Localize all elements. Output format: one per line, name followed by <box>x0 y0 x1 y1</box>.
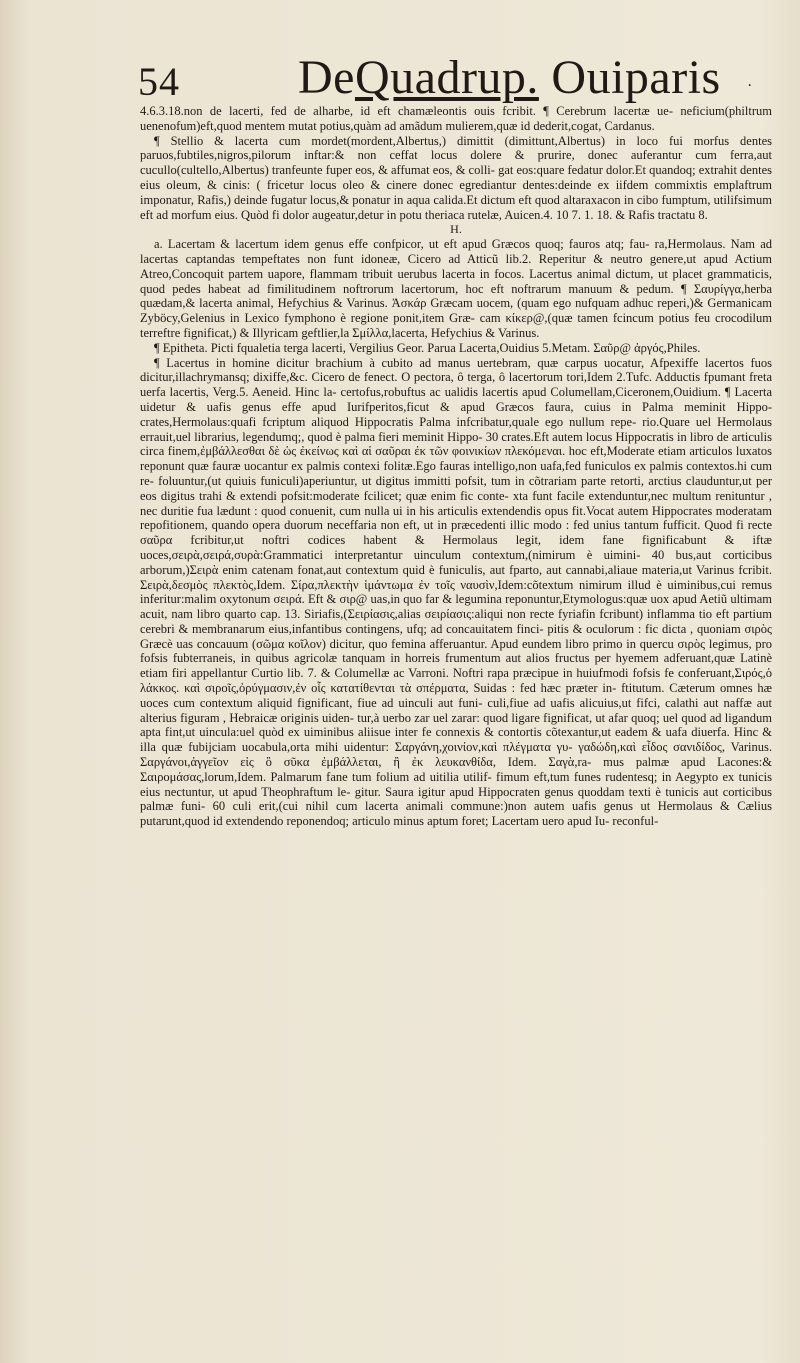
paragraph-2: ¶ Stellio & lacerta cum mordet(mordent,Albertus,) dimittit (dimittunt,Albertus) in loco fui morfus dentes paruos,fubtiles,nigros,pilorum inftar:& non ceffat locus dolere & prurire, donec auferantur cum ferra,aut cucullo(cultello,Albertus) tranfeunte fuper eos, & affumat eos, & colli- gat eos:quare fedatur dolor.Et quandoq; extrahit dentes eius oleum, & cinis: ( fricetur locus oleo & cinere donec egrediantur dentes:deinde ex iifdem commixtis emplaftrum imponatur, Rafis,) deinde fugatur locus,& ponatur in aqua calida.Et dictum eft quod altaraxacon in cibo fumptum, utilifsimum eft ad morfum eius. Quòd fi dolor augeatur,detur in potu theriaca rutelæ, Auicen.4. 10 7. 1. 18. & Rafis tractatu 8. <box>140 133 772 222</box>
page-header <box>138 50 760 106</box>
paragraph-5: ¶ Lacertus in homine dicitur brachium à cubito ad manus uertebram, quæ carpus uocatur, Afpexiffe lacertos fuos dicitur,illachrymansq; dixiffe,&c. Cicero de fenect. O pectora, ô terga, ô lacertorum tori,Idem 2.Tufc. Adductis fpumant freta uerfa lacertis, Verg.5. Aeneid. Hinc la- certofus,robuftus ac ualidis lacertis apud Columellam,Ciceronem,Ouidium. ¶ Lacerta uidetur & uafis genus effe apud Iurifperitos,ficut & apud Græcos faura, cuius in Palma meminit Hippo- crates,Hermolaus:quafi fcriptum aliquod Hippocratis Palma infcribatur,quale ego nullum repe- rio.Quare uel Hermolaus errauit,uel librarius, legendumq;, quod è palma fieri meminit Hippo- 30 crates.Eft autem locus Hippocratis in libro de articulis circa finem,ἐμβάλλεσθαι δὲ ὡς ἐκείνως καὶ αἱ σαῦραι ἐκ τῶν φοινικίων πλεκόμεναι. hoc eft,Moderate etiam articulos luxatos reponunt quæ fauræ uocantur ex palmis contexi folitæ.Ego fauras intelligo,non uafa,fed funiculos ex palmis contextos.hi cum re- foluuntur,(ut quiuis funiculi)aperiuntur, ut digitus immitti pofsit, tum in cõtrariam parte retorti, arctius clauduntur,ut per eos digitus trahi & extendi pofsit:moderate fcilicet; quæ enim fic conte- xta funt facile extenduntur,nec multum renituntur , nec duritie fua lædunt : quod conuenit, cum nulla ui in his articulis extendendis opus fit.Vocat autem Hippocrates moderatam repofitionem, quando opera duorum neceffaria non eft, ut in præcedenti illic modo : fed unius tantum fufficit. Quod fi recte σαῦρα fcribitur,ut noftri codices habent & Hermolaus legit, idem fane fignificabunt & iftæ uoces,σειρὰ,σειρά,συρὰ:Grammatici interpretantur uinculum contextum,(nimirum è uimini- 40 bus,aut corticibus arborum,)Σειρὰ enim catenam fonat,aut contextum quid è funiculis, aut fparto, aut cannabi,aliaue materia,ut Varinus fcribit. Σειρὰ,δεσμὸς πλεκτὸς,Idem. Σίρα,πλεκτὴν ἱμάντωμα ἐν τοῖς ναυσὶν,Idem:cõtextum nimirum illud è uiminibus,cui remus inferitur:malim oxytonum σειρά. Eft & σιρ@ uas,in quo far & legumina reponuntur,Etymologus:quæ uox apud Aetiũ ultimam acuit, nam libro quarto cap. 13. Siriafis,(Σειρίασις,alias σειρίασις:aliqui non recte fyriafin fcribunt) inflamma tio eft partium cerebri & membranarum eius,infantibus contingens, ufq; ad concauitatem finci- pitis & oculorum : fic dicta , quoniam σιρὸς Græcè uas concauum (σῶμα κοῖλον) dicitur, quo femina afferuantur. Apud eundem libro primo in quercu σιρὸς legimus, pro fofsis fubterraneis, in quibus agricolæ tanquam in horreis frumentum aut alios fructus per hyemem adferuant,quæ Latinè etiam firi appellantur Curtio lib. 7. & Columellæ ac Varroni. Noftri rapa præcipue in huiufmodi fofsis fe conferuant,Σιρός,ὁ λάκκος. καὶ σιροῖς,ὀρύγμασιν,ἐν οἷς κατατίθενται τὰ σπέρματα, Suidas : fed hæc præter in- ftitutum. Cæterum omnes hæ uoces cum contextum aliquid fignificant, fiue ad uinculi aut funi- culi,fiue ad uafis alicuius,ut fifci, calathi aut naffæ aut alterius figuram , Hebraicæ originis uiden- tur,à uerbo zar uel zarar: quod ligare fignificat, ut afar quoq; uel quod ad ligandum apta fint,ut uincula:uel quòd ex uiminibus aliisue inter fe connexis & contortis cõtexantur,ut eadem & uafa diuerfa. Hinc & illa quæ fubijciam uocabula,orta mihi uidentur: Σαργάνη,χοινίον,καὶ πλέγματα γυ- γαδώδη,καὶ εἶδος σανιδίδος, Varinus. Σαργάνοι,ἀγγεῖον εἰς ὃ σῦκα ἐμβάλλεται, ἢ ἐκ λευκανθίδα, Idem. Σαγὰ,ra- mus palmæ apud Lacones:& Σαιρομάσας,lorum,Idem. Palmarum fane tum folium ad uitilia utilif- fimum eft,tum funes rudentesq; in Aegypto ex tunicis eius nectuntur, ut apud Theophraftum le- gitur. Saura igitur apud Hippocraten genus quoddam texti è tunicis aut corticibus palmæ funi- 60 culi erit,(cui nihil cum lacerta animali commune:)non autem uafis genus ut Hermolaus & Cælius putarunt,quod id extendendo reponendoq; articulo minus aptum foret; Lacertam uero apud Iu- reconful- <box>140 355 772 829</box>
title-part1: De <box>298 51 355 104</box>
paragraph-1: 4.6.3.18.non de lacerti, fed de alharbe, id eft chamæleontis ouis fcribit. ¶ Cerebrum lacertæ ue- neficium(philtrum uenenofum)eft,quod mentem mutat potius,quàm ad amãdum mulierem,quæ id dederit,cogat, Cardanus. <box>140 104 772 133</box>
body-text <box>140 104 772 829</box>
paragraph-3: a. Lacertam & lacertum idem genus effe confpicor, ut eft apud Græcos quoq; fauros atq; fau- ra,Hermolaus. Nam ad lacertas captandas tempeftates non funt idoneæ, Cicero ad Atticũ lib.2. Reperitur & neutro genere,ut apud Actium Atreo,Concoquit partem uapore, flammam tribuit uerubus lacerta in focos. Lacertus animal dictum, ut placet grammaticis, quod pedes habeat ad fimilitudinem noftrorum lacertorum, hoc eft noftrarum manuum & pedum. ¶ Σαυρίγγα,herba quædam,& lacerta animal, Hefychius & Varinus. Ἀσκάρ Græcam uocem, (quam ego nufquam adhuc reperi,)& Germanicam Zyböcy,Gelenius in Lexico fymphono è regione ponit,item Græ- cam κίκερ@,(quæ tamen fcincum potius feu crocodilum terreftre fignificat,) & Illyricam geftlier,la Σμίλλα,lacerta, Hefychius & Varinus. <box>140 237 772 340</box>
section-letter: H. <box>450 222 462 237</box>
header-mark: · <box>747 78 752 94</box>
title-quadrup: Quadrup. <box>354 51 539 104</box>
title-part2: Ouiparis <box>538 51 721 104</box>
running-title <box>298 50 721 105</box>
paragraph-4: ¶ Epitheta. Picti fqualetia terga lacerti, Vergilius Geor. Parua Lacerta,Ouidius 5.Metam. Σαῦρ@ ἀργός,Philes. <box>154 340 701 355</box>
page-number: 54 <box>138 59 180 104</box>
